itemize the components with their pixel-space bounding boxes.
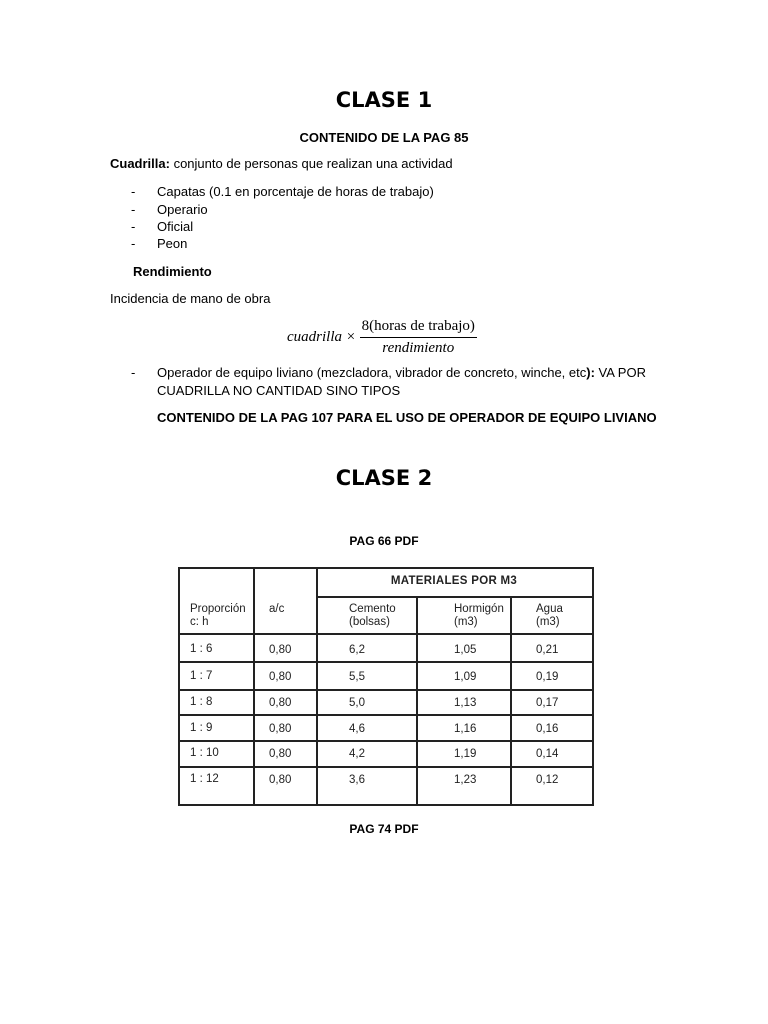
cuadrilla-definition — [110, 156, 453, 171]
operador-text-a: Operador de equipo liviano (mezcladora, vibrador de concreto, winche, etc — [157, 365, 587, 380]
table-cell: 0,80 — [269, 697, 292, 709]
table-cell: 0,80 — [269, 723, 292, 735]
table-cell: 0,12 — [536, 774, 559, 786]
header-line: c: h — [190, 616, 209, 628]
table-cell: 0,14 — [536, 748, 559, 760]
table-cell: 1 : 9 — [190, 722, 213, 734]
table-cell: 1 : 12 — [190, 773, 219, 785]
table-cell: 0,17 — [536, 697, 559, 709]
clase1-title: CLASE 1 — [335, 88, 433, 112]
header-agua — [536, 603, 563, 629]
pag74-label: PAG 74 PDF — [349, 822, 419, 836]
header-line: Hormigón — [454, 603, 504, 615]
list-bullet: - — [131, 202, 136, 217]
list-bullet: - — [131, 184, 136, 199]
table-cell: 1,19 — [454, 748, 477, 760]
table-cell: 0,16 — [536, 723, 559, 735]
table-cell: 4,2 — [349, 748, 365, 760]
table-cell: 0,19 — [536, 671, 559, 683]
cuadrilla-def-text: conjunto de personas que realizan una actividad — [169, 156, 453, 171]
list-item — [0, 219, 768, 236]
operador-bullet: - — [131, 365, 136, 380]
incidencia-formula — [287, 318, 477, 357]
operador-line2: CUADRILLA NO CANTIDAD SINO TIPOS — [157, 383, 401, 398]
header-cemento — [349, 603, 396, 629]
table-cell: 6,2 — [349, 644, 365, 656]
list-item — [0, 184, 768, 202]
table-cell: 5,0 — [349, 697, 365, 709]
header-line: Agua — [536, 603, 563, 615]
table-cell: 0,80 — [269, 748, 292, 760]
pag66-label: PAG 66 PDF — [349, 534, 419, 548]
clase1-subtitle: CONTENIDO DE LA PAG 85 — [299, 130, 469, 145]
table-cell: 0,21 — [536, 644, 559, 656]
list-item-text: Peon — [157, 236, 188, 251]
materiales-table — [178, 567, 594, 806]
table-cell: 0,80 — [269, 774, 292, 786]
list-bullet: - — [131, 219, 136, 234]
list-item — [0, 236, 768, 253]
table-cell: 1 : 6 — [190, 643, 213, 655]
table-cell: 1 : 7 — [190, 670, 213, 682]
header-proporcion — [190, 603, 246, 629]
table-cell: 1,05 — [454, 644, 477, 656]
cuadrilla-term: Cuadrilla: — [110, 156, 170, 171]
header-line: Proporción — [190, 603, 246, 615]
list-item-text: Capatas (0.1 en porcentaje de horas de trabajo) — [157, 184, 434, 199]
formula-left: cuadrilla × — [287, 329, 356, 345]
incidencia-text: Incidencia de mano de obra — [110, 291, 271, 306]
table-cell: 1,13 — [454, 697, 477, 709]
table-cell: 5,5 — [349, 671, 365, 683]
table-cell: 1,16 — [454, 723, 477, 735]
cuadrilla-list — [0, 184, 768, 253]
operador-text-c: VA POR — [598, 365, 646, 380]
header-line: (bolsas) — [349, 616, 390, 628]
table-cell: 3,6 — [349, 774, 365, 786]
header-ac: a/c — [269, 603, 285, 615]
table-cell: 1,23 — [454, 774, 477, 786]
clase2-title: CLASE 2 — [335, 466, 433, 490]
list-item-text: Operario — [157, 202, 208, 217]
operador-text-b: ): — [586, 365, 599, 380]
operador-line1 — [157, 365, 646, 380]
table-cell: 1 : 10 — [190, 747, 219, 759]
list-bullet: - — [131, 236, 136, 251]
header-line: Cemento — [349, 603, 396, 615]
contenido-107: CONTENIDO DE LA PAG 107 PARA EL USO DE OPERADOR DE EQUIPO LIVIANO — [157, 410, 657, 425]
formula-fraction — [360, 318, 477, 357]
formula-denominator: rendimiento — [382, 340, 455, 356]
table-cell: 1,09 — [454, 671, 477, 683]
formula-numerator: 8(horas de trabajo) — [360, 318, 477, 338]
header-line: (m3) — [536, 616, 560, 628]
table-cell: 4,6 — [349, 723, 365, 735]
table-cell: 0,80 — [269, 644, 292, 656]
table-group-header: MATERIALES POR M3 — [390, 575, 518, 587]
rendimiento-heading: Rendimiento — [133, 264, 212, 279]
table-cell: 0,80 — [269, 671, 292, 683]
list-item — [0, 202, 768, 219]
header-hormigon — [454, 603, 504, 629]
table-cell: 1 : 8 — [190, 696, 213, 708]
list-item-text: Oficial — [157, 219, 194, 234]
header-line: (m3) — [454, 616, 478, 628]
